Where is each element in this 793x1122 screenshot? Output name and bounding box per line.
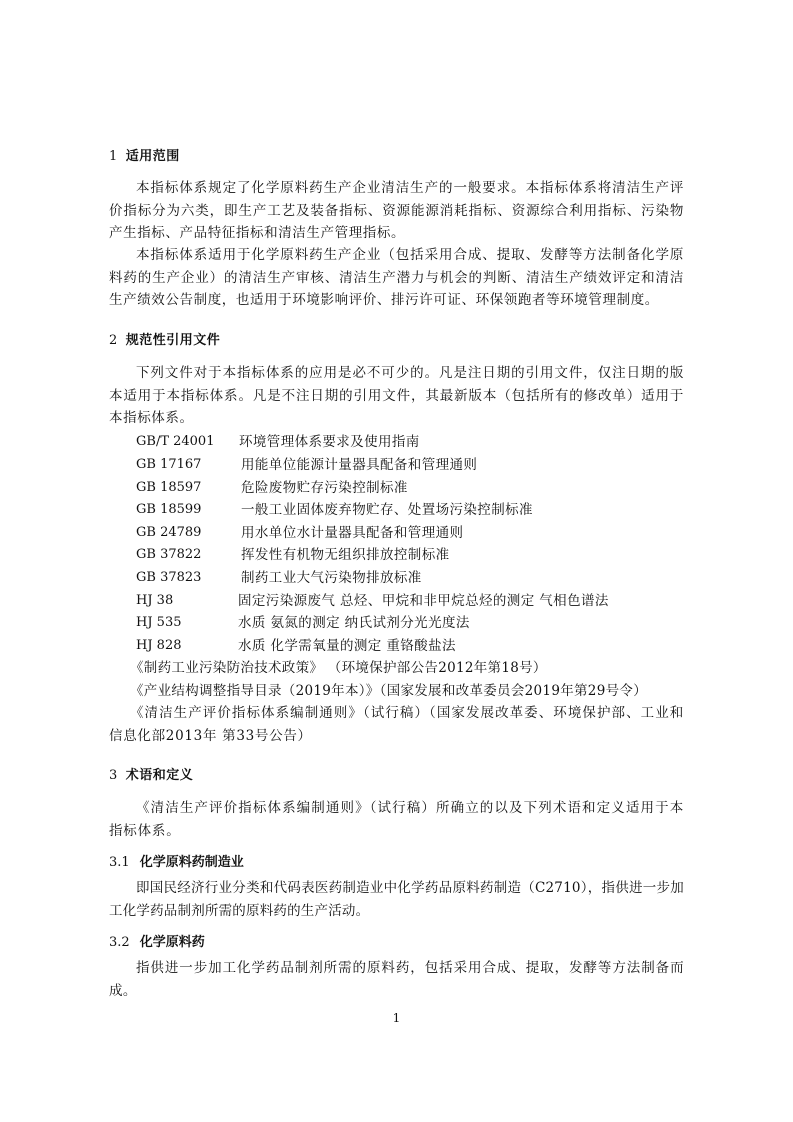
section-2-title: 规范性引用文件 [125,333,221,348]
term-3-1-title: 化学原料药制造业 [139,855,244,870]
section-1-paragraph-2: 本指标体系适用于化学原料药生产企业（包括采用合成、提取、发酵等方法制备化学原料药的生产企业）的清洁生产审核、清洁生产潜力与机会的判断、清洁生产绩效评定和清洁生产绩效公告制度，也适用于环境影响评价、排污许可证、环保领跑者等环境管理制度。 [109,247,684,308]
reference-title: 挥发性有机物无组织排放控制标准 [241,547,450,563]
policy-reference-2: 《产业结构调整指导目录（2019年本）》（国家发展和改革委员会2019年第29号令） [130,683,647,699]
term-3-2-number: 3.2 [109,935,130,950]
section-2-number: 2 [109,333,118,348]
reference-code: GB 24789 [136,525,202,540]
section-3-title: 术语和定义 [125,768,194,783]
term-3-2-definition: 指供进一步加工化学药品制剂所需的原料药，包括采用合成、提取，发酵等方法制备而成。 [109,960,684,999]
section-1-title: 适用范围 [125,149,180,164]
term-3-1-number: 3.1 [109,855,130,870]
reference-title: 环境管理体系要求及使用指南 [239,434,420,450]
term-3-2-title: 化学原料药 [139,935,205,950]
reference-title: 固定污染源废气 总烃、甲烷和非甲烷总烃的测定 气相色谱法 [238,593,609,609]
page-number: 1 [392,1011,401,1025]
reference-code: GB 18599 [136,502,202,517]
reference-code: HJ 828 [136,638,182,653]
section-3-number: 3 [109,768,118,783]
reference-title: 水质 化学需氧量的测定 重铬酸盐法 [238,638,456,654]
reference-title: 水质 氨氮的测定 纳氏试剂分光光度法 [238,615,470,631]
reference-code: GB 18597 [136,480,202,495]
section-2-intro: 下列文件对于本指标体系的应用是必不可少的。凡是注日期的引用文件，仅注日期的版本适用于本指标体系。凡是不注日期的引用文件，其最新版本（包括所有的修改单）适用于本指标体系。 [109,365,684,426]
reference-code: HJ 38 [136,593,174,608]
section-2-heading [109,332,220,350]
term-3-1-definition: 即国民经济行业分类和代码表医药制造业中化学药品原料药制造（C2710），指供进一步加工化学药品制剂所需的原料药的生产活动。 [109,880,684,919]
reference-title: 一般工业固体废弃物贮存、处置场污染控制标准 [241,502,533,518]
section-1-paragraph-1: 本指标体系规定了化学原料药生产企业清洁生产的一般要求。本指标体系将清洁生产评价指标分为六类，即生产工艺及装备指标、资源能源消耗指标、资源综合利用指标、污染物产生指标、产品特征指标和清洁生产管理指标。 [109,180,684,241]
reference-code: GB 17167 [136,457,202,472]
policy-reference-3: 《清洁生产评价指标体系编制通则》（试行稿）（国家发展改革委、环境保护部、工业和信息化部2013年 第33号公告） [109,705,684,744]
policy-reference-1: 《制药工业污染防治技术政策》 （环境保护部公告2012年第18号） [130,660,547,676]
reference-code: GB/T 24001 [136,434,215,449]
section-1-number: 1 [109,149,118,164]
reference-title: 用水单位水计量器具配备和管理通则 [241,525,464,541]
reference-title: 用能单位能源计量器具配备和管理通则 [241,457,478,473]
section-3-heading [109,767,193,785]
reference-code: HJ 535 [136,615,182,630]
reference-code: GB 37823 [136,570,202,585]
reference-code: GB 37822 [136,547,202,562]
reference-title: 危险废物贮存污染控制标准 [241,480,408,496]
reference-title: 制药工业大气污染物排放标准 [241,570,422,586]
section-3-intro: 《清洁生产评价指标体系编制通则》（试行稿）所确立的以及下列术语和定义适用于本指标体系。 [109,800,684,839]
term-3-1-heading [109,854,244,872]
term-3-2-heading [109,934,205,952]
section-1-heading [109,148,180,166]
